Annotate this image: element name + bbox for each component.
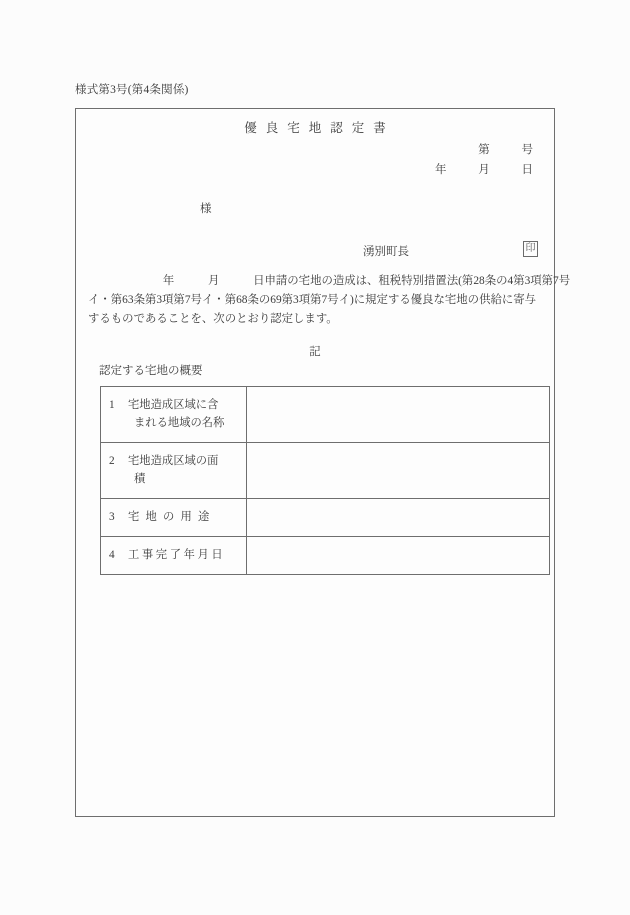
document-content [76, 109, 571, 816]
date-month-label: 月 [478, 164, 490, 176]
table-row-label-line1: 宅地の用途 [128, 511, 216, 523]
document-date-line [435, 160, 533, 180]
table-row-label-line1: 宅地造成区域の面 [128, 455, 219, 467]
ki-marker: 記 [309, 346, 321, 358]
table-row-label-line2: まれる地域の名称 [134, 417, 225, 429]
issuer-row [76, 241, 554, 263]
table-row-label-line1: 宅地造成区域に含 [128, 399, 219, 411]
body-line-2: イ・第63条第3項第7号イ・第68条の69第3項第7号イ)に規定する優良な宅地の供給に寄与 [88, 294, 537, 306]
application-month-label: 月 [207, 275, 220, 287]
document-number-prefix: 第 [478, 144, 490, 156]
addressee-honorific: 様 [200, 203, 212, 215]
document-number-line [435, 140, 533, 160]
table-row-value[interactable] [247, 443, 550, 499]
body-line-1-text: 日申請の宅地の造成は、租税特別措置法(第28条の4第3項第7号 [253, 275, 571, 287]
seal-stamp-box: 印 [523, 241, 538, 257]
document-number-suffix: 号 [521, 144, 533, 156]
table-row-number: 2 [109, 455, 115, 467]
date-year-label: 年 [435, 164, 447, 176]
table-row-value[interactable] [247, 499, 550, 537]
table-row-value[interactable] [247, 537, 550, 575]
table-row-value[interactable] [247, 387, 550, 443]
table-row-label-line1: 工事完了年月日 [128, 549, 226, 561]
table-row-label [101, 499, 247, 537]
table-row [101, 443, 550, 499]
reference-block [435, 140, 533, 180]
table-row-number: 3 [109, 511, 115, 523]
body-line-1 [88, 272, 571, 291]
body-line-3: するものであることを、次のとおり認定します。 [88, 313, 338, 325]
application-year-label: 年 [162, 275, 175, 287]
table-row [101, 387, 550, 443]
table-row-number: 4 [109, 549, 115, 561]
page-title: 優良宅地認定書 [244, 121, 395, 135]
land-summary-table [100, 386, 550, 575]
table-row-label [101, 387, 247, 443]
table-row-label [101, 537, 247, 575]
table-row [101, 499, 550, 537]
table-row [101, 537, 550, 575]
outline-heading: 認定する宅地の概要 [99, 365, 203, 377]
body-paragraph [88, 272, 571, 329]
issuer-name: 湧別町長 [363, 246, 409, 258]
table-row-number: 1 [109, 399, 115, 411]
form-id-label: 様式第3号(第4条関係) [75, 84, 189, 96]
date-day-label: 日 [521, 164, 533, 176]
table-row-label-line2: 積 [134, 473, 146, 485]
document-frame [75, 108, 571, 817]
table-row-label [101, 443, 247, 499]
